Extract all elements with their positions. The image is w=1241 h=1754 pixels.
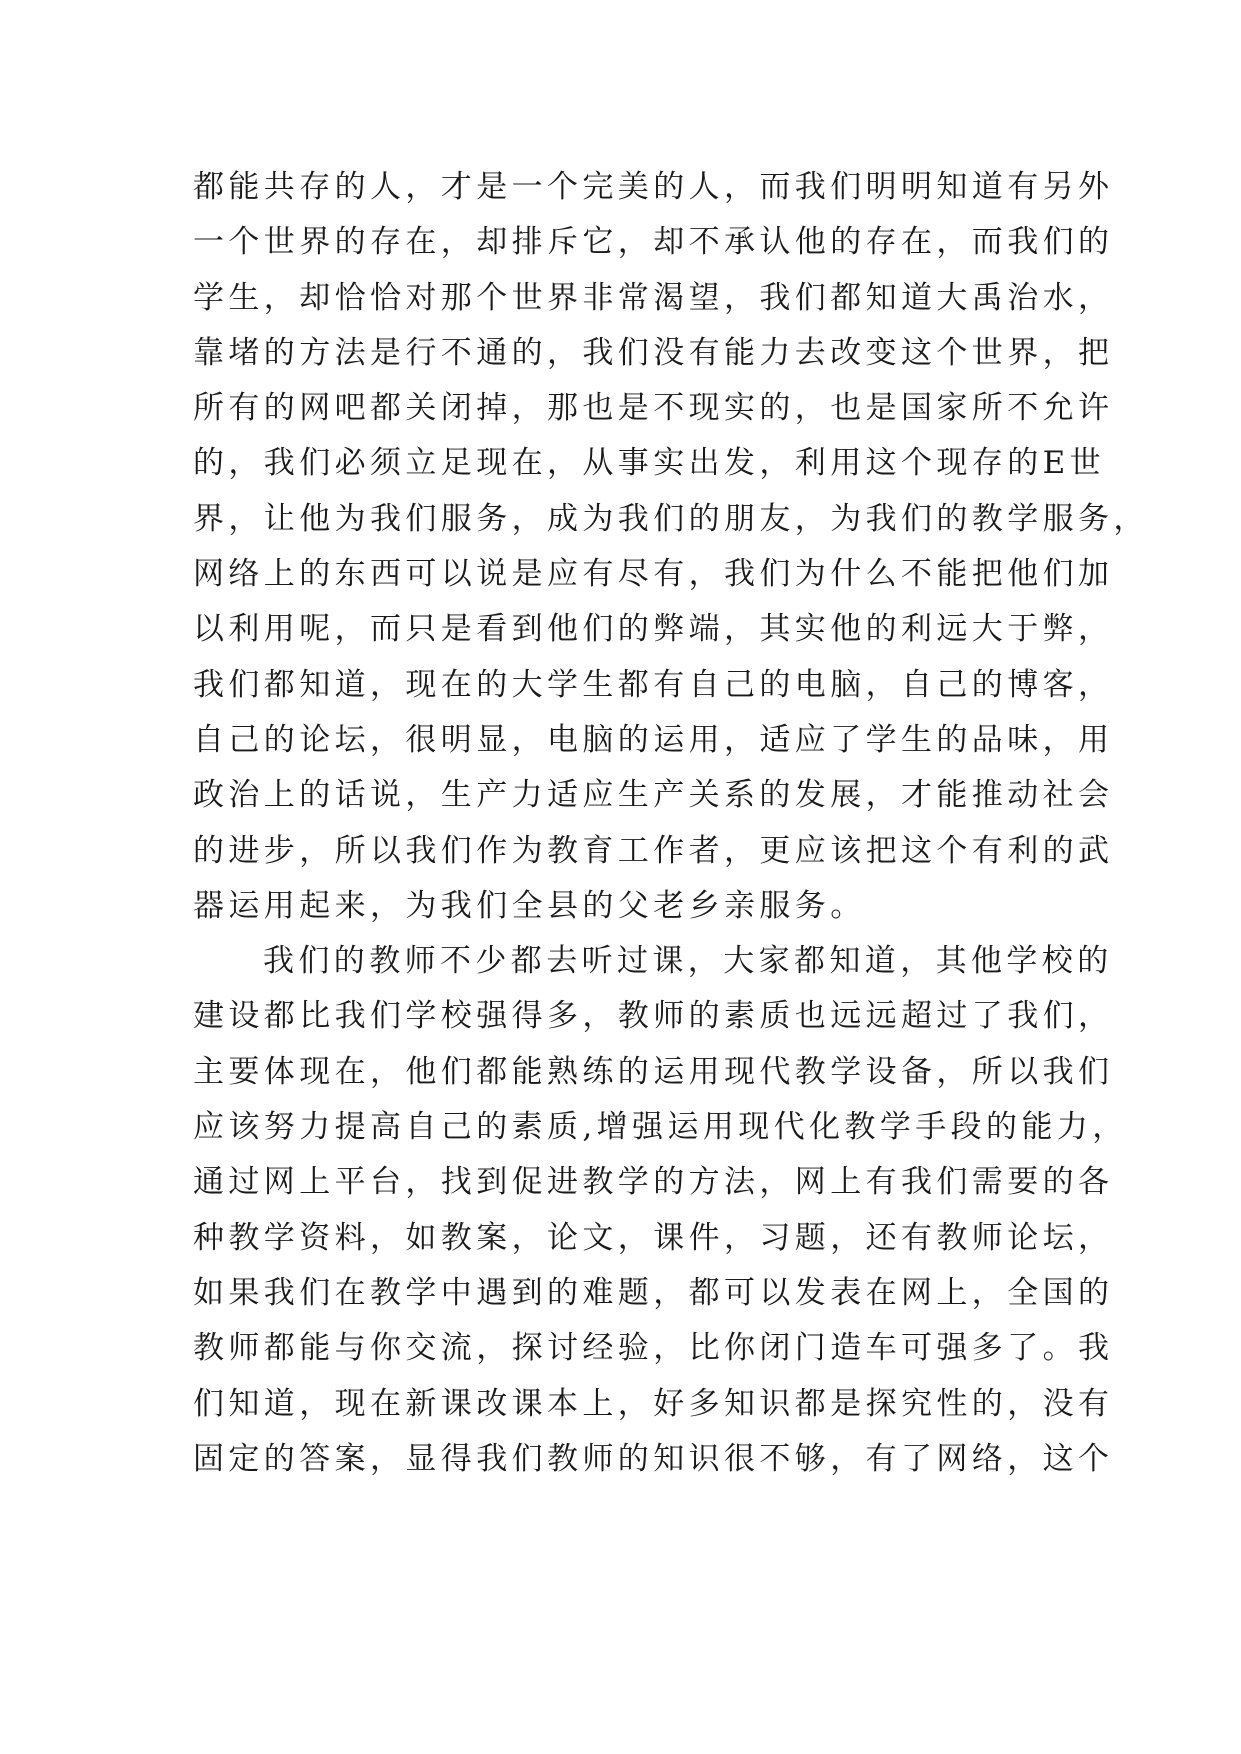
text-line: 政治上的话说，生产力适应生产关系的发展，才能推动社会 [193, 777, 1114, 814]
text-line: 主要体现在，他们都能熟练的运用现代教学设备，所以我们 [193, 1053, 1114, 1090]
text-line: 们知道，现在新课改课本上，好多知识都是探究性的，没有 [193, 1385, 1114, 1422]
text-line: 固定的答案，显得我们教师的知识很不够，有了网络，这个 [193, 1440, 1114, 1477]
paragraph-start-line: 我们的教师不少都去听过课，大家都知道，其他学校的 [263, 943, 1113, 980]
text-line: 的，我们必须立足现在，从事实出发，利用这个现存的E世 [193, 445, 1106, 482]
text-line: 通过网上平台，找到促进教学的方法，网上有我们需要的各 [193, 1164, 1114, 1201]
text-line: 所有的网吧都关闭掉，那也是不现实的，也是国家所不允许 [193, 390, 1114, 427]
text-line: 应该努力提高自己的素质,增强运用现代化教学手段的能力， [193, 1109, 1128, 1146]
document-body [193, 160, 1149, 1487]
text-line: 都能共存的人，才是一个完美的人，而我们明明知道有另外 [193, 169, 1114, 205]
text-line: 种教学资料，如教案，论文，课件，习题，还有教师论坛， [193, 1219, 1114, 1256]
text-line: 以利用呢，而只是看到他们的弊端，其实他的利远大于弊， [193, 611, 1114, 648]
text-line: 自己的论坛，很明显，电脑的运用，适应了学生的品味，用 [193, 721, 1114, 758]
text-line: 一个世界的存在，却排斥它，却不承认他的存在，而我们的 [193, 224, 1114, 261]
text-line: 网络上的东西可以说是应有尽有，我们为什么不能把他们加 [193, 556, 1114, 593]
text-line: 靠堵的方法是行不通的，我们没有能力去改变这个世界，把 [193, 334, 1114, 371]
text-line: 如果我们在教学中遇到的难题，都可以发表在网上，全国的 [193, 1274, 1114, 1311]
text-line: 的进步，所以我们作为教育工作者，更应该把这个有利的武 [193, 832, 1114, 869]
text-line: 建设都比我们学校强得多，教师的素质也远远超过了我们， [193, 998, 1114, 1035]
text-line: 界，让他为我们服务，成为我们的朋友，为我们的教学服务， [193, 500, 1149, 537]
text-line: 学生，却恰恰对那个世界非常渴望，我们都知道大禹治水， [193, 279, 1114, 316]
text-line: 我们都知道，现在的大学生都有自己的电脑，自己的博客， [193, 666, 1114, 703]
text-line: 教师都能与你交流，探讨经验，比你闭门造车可强多了。我 [193, 1330, 1114, 1367]
text-line: 器运用起来，为我们全县的父老乡亲服务。 [193, 887, 866, 924]
